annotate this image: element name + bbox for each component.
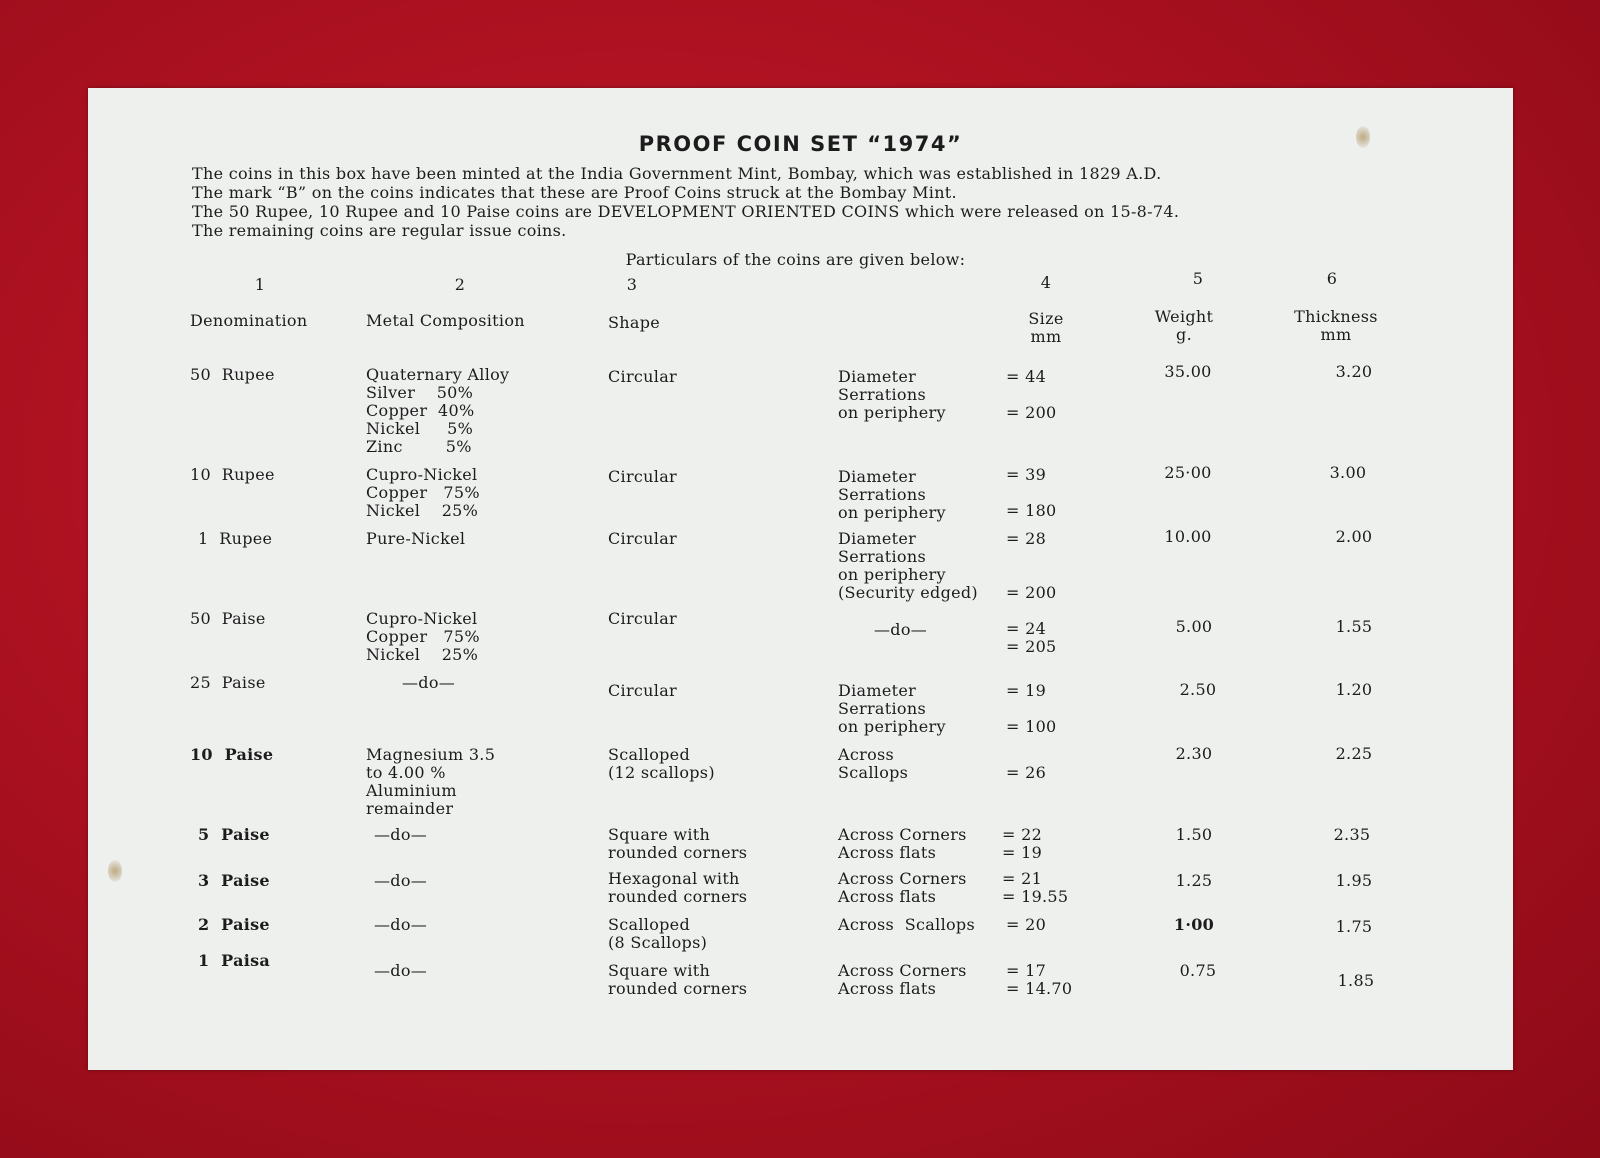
cell-size: = 39 = 180 [1006,465,1057,520]
column-header-shape: Shape [608,313,661,332]
cell-shape: Square with rounded corners [608,825,748,862]
cell-thickness: 2.00 [1335,527,1373,546]
page-title: PROOF COIN SET “1974” [638,132,963,156]
cell-measure: Diameter Serrations on periphery (Security edged) [838,529,978,602]
cell-denomination: 1 Paisa [198,951,271,970]
cell-size: = 44 = 200 [1006,367,1057,422]
cell-denomination: 3 Paise [198,871,270,890]
cell-size: = 24 = 205 [1006,619,1057,656]
cell-metal: Magnesium 3.5 to 4.00 % Aluminium remainder [366,745,496,818]
cell-size: = 28 = 200 [1006,529,1057,602]
cell-metal: Pure-Nickel [366,529,466,548]
cell-shape: Scalloped (8 Scallops) [608,915,708,952]
cell-measure: Across Scallops [838,915,975,934]
cell-size: = 20 [1006,915,1047,934]
cell-measure: Diameter Serrations on periphery [838,467,946,522]
cell-denomination: 2 Paise [198,915,270,934]
cell-metal: Quaternary Alloy Silver 50% Copper 40% Nickel 5% Zinc 5% [366,365,510,456]
cell-thickness: 1.95 [1335,871,1373,890]
column-number: 3 [626,275,638,294]
cell-thickness: 1.55 [1335,617,1373,636]
cell-denomination: 25 Paise [190,673,266,692]
intro-paragraph [192,164,1179,240]
cell-denomination: 50 Rupee [190,365,275,384]
cell-shape: Circular [608,681,677,700]
cell-weight: 35.00 [1164,362,1212,381]
column-number: 1 [254,275,266,294]
cell-weight: 1·00 [1173,915,1215,934]
column-header-size: Size mm [1028,309,1064,346]
cell-weight: 1.25 [1175,871,1213,890]
cell-denomination: 50 Paise [190,609,266,628]
cell-shape: Hexagonal with rounded corners [608,869,748,906]
cell-size: = 26 [1006,763,1047,782]
cell-weight: 10.00 [1164,527,1212,546]
cell-shape: Circular [608,367,677,386]
column-header-thickness: Thickness mm [1294,307,1378,344]
intro-line: The 50 Rupee, 10 Rupee and 10 Paise coins are DEVELOPMENT ORIENTED COINS which were released on 15-8-74. [192,202,1180,221]
cell-measure: Across Corners Across flats [838,825,967,862]
cell-measure: Diameter Serrations on periphery [838,367,946,422]
cell-thickness: 3.00 [1329,463,1367,482]
cell-size: = 19 = 100 [1006,681,1057,736]
intro-line: The coins in this box have been minted at the India Government Mint, Bombay, which was established in 1829 A.D. [192,164,1162,183]
cell-metal: —do— [374,961,428,980]
cell-weight: 1.50 [1175,825,1213,844]
intro-line: The mark “B” on the coins indicates that these are Proof Coins struck at the Bombay Mint. [192,183,957,202]
column-number: 2 [454,275,466,294]
cell-measure: Across Scallops [838,745,909,782]
cell-weight: 25·00 [1164,463,1212,482]
cell-shape: Circular [608,609,677,628]
stain-mark [108,860,122,882]
cell-shape: Square with rounded corners [608,961,748,998]
table-subtitle: Particulars of the coins are given below: [625,250,966,269]
column-header-metal: Metal Composition [366,311,525,330]
cell-weight: 0.75 [1179,961,1217,980]
cell-metal: —do— [374,825,428,844]
cell-denomination: 10 Rupee [190,465,275,484]
cell-metal: Cupro-Nickel Copper 75% Nickel 25% [366,609,480,664]
column-number: 5 [1192,269,1204,288]
cell-thickness: 1.20 [1335,680,1373,699]
info-card [88,88,1513,1070]
column-header-denomination: Denomination [190,311,308,330]
cell-thickness: 1.85 [1337,971,1375,990]
column-header-weight: Weight g. [1154,307,1214,344]
cell-metal: —do— [374,871,428,890]
cell-denomination: 5 Paise [198,825,270,844]
column-number: 4 [1040,273,1052,292]
cell-denomination: 10 Paise [190,745,274,764]
cell-metal: Cupro-Nickel Copper 75% Nickel 25% [366,465,480,520]
cell-measure: Diameter Serrations on periphery [838,681,946,736]
cell-thickness: 2.35 [1333,825,1371,844]
cell-measure: Across Corners Across flats [838,869,967,906]
cell-denomination: 1 Rupee [198,529,273,548]
cell-size: = 21 = 19.55 [1002,869,1069,906]
cell-shape: Circular [608,467,677,486]
cell-size: = 22 = 19 [1002,825,1043,862]
cell-size: = 17 = 14.70 [1006,961,1073,998]
cell-measure: —do— [874,620,928,639]
intro-line: The remaining coins are regular issue coins. [192,221,567,240]
cell-thickness: 3.20 [1335,362,1373,381]
column-number: 6 [1326,269,1338,288]
cell-weight: 2.30 [1175,744,1213,763]
cell-thickness: 1.75 [1335,917,1373,936]
cell-thickness: 2.25 [1335,744,1373,763]
cell-weight: 2.50 [1179,680,1217,699]
cell-shape: Scalloped (12 scallops) [608,745,715,782]
cell-measure: Across Corners Across flats [838,961,967,998]
cell-shape: Circular [608,529,677,548]
cell-metal: —do— [374,915,428,934]
cell-metal: —do— [402,673,456,692]
cell-weight: 5.00 [1175,617,1213,636]
